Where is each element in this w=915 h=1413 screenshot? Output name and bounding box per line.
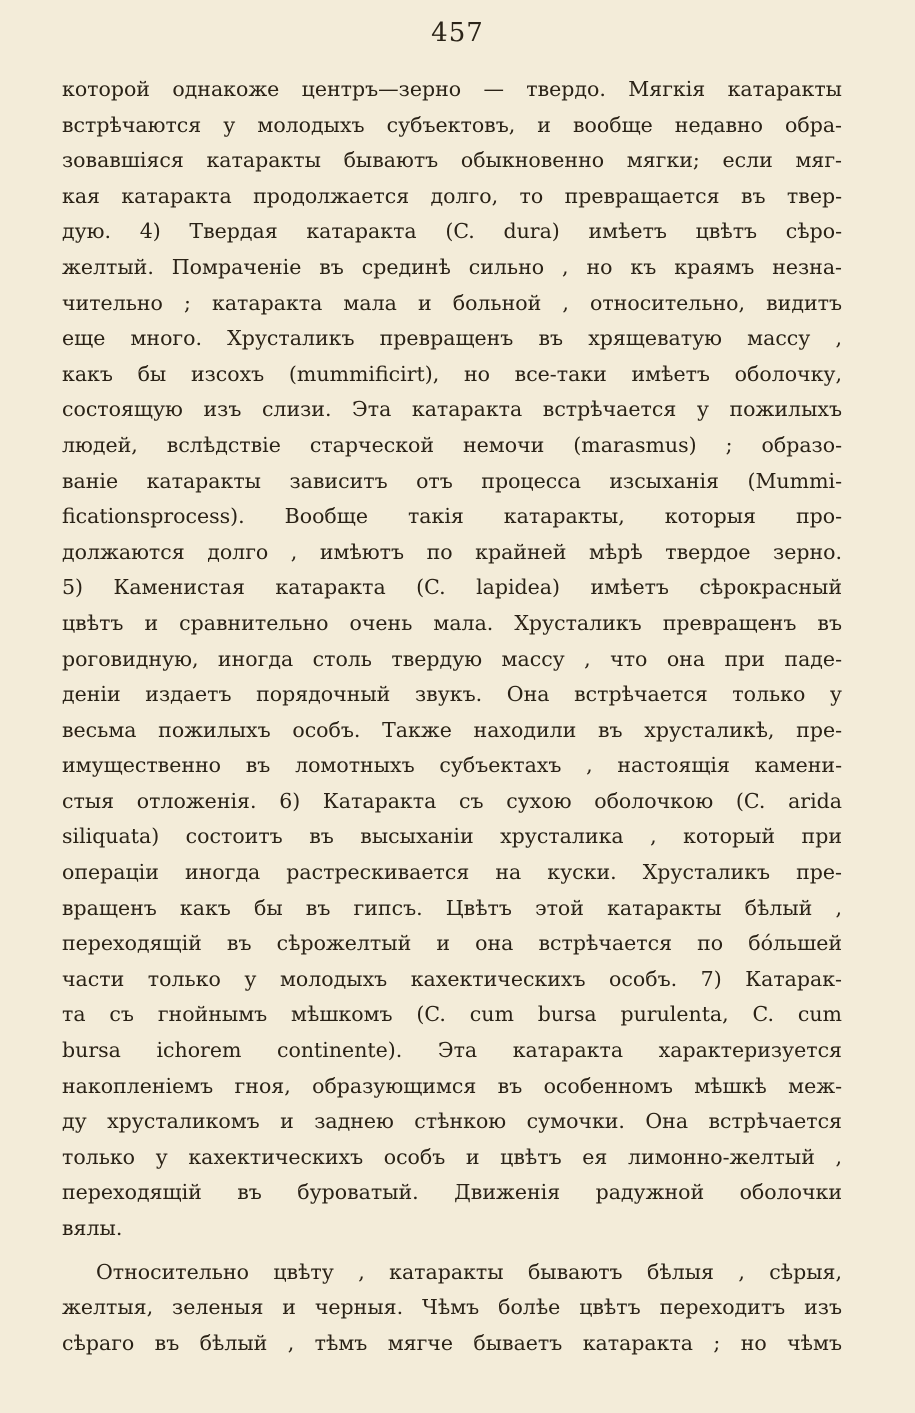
text-line: части только у молодыхъ кахектическихъ особъ. 7) Катарак- [62, 966, 842, 991]
text-line: bursa ichorem continente). Эта катаракта характеризуется [62, 1038, 842, 1063]
text-line: ваніе катаракты зависитъ отъ процесса изсыханія (Mummi- [62, 468, 842, 493]
text-line: дую. 4) Твердая катаракта (C. dura) имѣетъ цвѣтъ сѣро- [62, 219, 842, 244]
text-line: ду хрусталикомъ и заднею стѣнкою сумочки. Она встрѣчается [62, 1109, 842, 1134]
text-line: желтый. Помраченіе въ срединѣ сильно , но къ краямъ незна- [62, 254, 842, 279]
text-line: желтыя, зеленыя и черныя. Чѣмъ болѣе цвѣтъ переходитъ изъ [62, 1295, 842, 1320]
text-line: та съ гнойнымъ мѣшкомъ (C. cum bursa purulenta, C. cum [62, 1002, 842, 1027]
text-line: цвѣтъ и сравнительно очень мала. Хрусталикъ превращенъ въ [62, 610, 842, 635]
paragraph-end-line: вялы. [62, 1216, 123, 1240]
body-text [62, 72, 842, 1361]
text-line: siliquata) состоитъ въ высыханіи хрусталика , который при [62, 824, 842, 849]
text-line: стыя отложенія. 6) Катаракта съ сухою оболочкою (C. arida [62, 788, 842, 813]
text-line: переходящій въ сѣрожелтый и она встрѣчается по бо́льшей [62, 931, 842, 956]
text-line: весьма пожилыхъ особъ. Также находили въ хрусталикѣ, пре- [62, 717, 842, 742]
text-line: людей, вслѣдствіе старческой немочи (marasmus) ; образо- [62, 432, 842, 457]
text-line: 5) Каменистая катаракта (C. lapidea) имѣетъ сѣрокрасный [62, 575, 842, 600]
text-line: чительно ; катаракта мала и больной , относительно, видитъ [62, 290, 842, 315]
text-line: кая катаракта продолжается долго, то превращается въ твер- [62, 183, 842, 208]
text-line: только у кахектическихъ особъ и цвѣтъ ея лимонно-желтый , [62, 1144, 842, 1169]
text-line: должаются долго , имѣютъ по крайней мѣрѣ твердое зерно. [62, 539, 842, 564]
text-line: операціи иногда растрескивается на куски. Хрусталикъ пре- [62, 860, 842, 885]
text-line: какъ бы изсохъ (mummificirt), но все-таки имѣетъ оболочку, [62, 361, 842, 386]
text-line: встрѣчаются у молодыхъ субъектовъ, и вообще недавно обра- [62, 112, 842, 137]
text-line: переходящій въ буроватый. Движенія радужной оболочки [62, 1180, 842, 1205]
text-line: состоящую изъ слизи. Эта катаракта встрѣчается у пожилыхъ [62, 397, 842, 422]
text-line: вращенъ какъ бы въ гипсъ. Цвѣтъ этой катаракты бѣлый , [62, 895, 842, 920]
text-line: имущественно въ ломотныхъ субъектахъ , настоящія камени- [62, 753, 842, 778]
page-number: 457 [431, 18, 484, 48]
text-line: еще много. Хрусталикъ превращенъ въ хрящеватую массу , [62, 326, 842, 351]
text-line: деніи издаетъ порядочный звукъ. Она встрѣчается только у [62, 682, 842, 707]
text-line: сѣраго въ бѣлый , тѣмъ мягче бываетъ катаракта ; но чѣмъ [62, 1330, 842, 1355]
text-line: накопленіемъ гноя, образующимся въ особенномъ мѣшкѣ меж- [62, 1073, 842, 1098]
text-line: роговидную, иногда столь твердую массу , что она при паде- [62, 646, 842, 671]
text-line: ficationsprocess). Вообще такія катаракты, которыя про- [62, 504, 842, 529]
text-line: зовавшіяся катаракты бываютъ обыкновенно мягки; если мяг- [62, 148, 842, 173]
paragraph-start-line: Относительно цвѣту , катаракты бываютъ бѣлыя , сѣрыя, [96, 1259, 842, 1284]
text-line: которой однакоже центръ—зерно — твердо. Мягкія катаракты [62, 77, 842, 101]
